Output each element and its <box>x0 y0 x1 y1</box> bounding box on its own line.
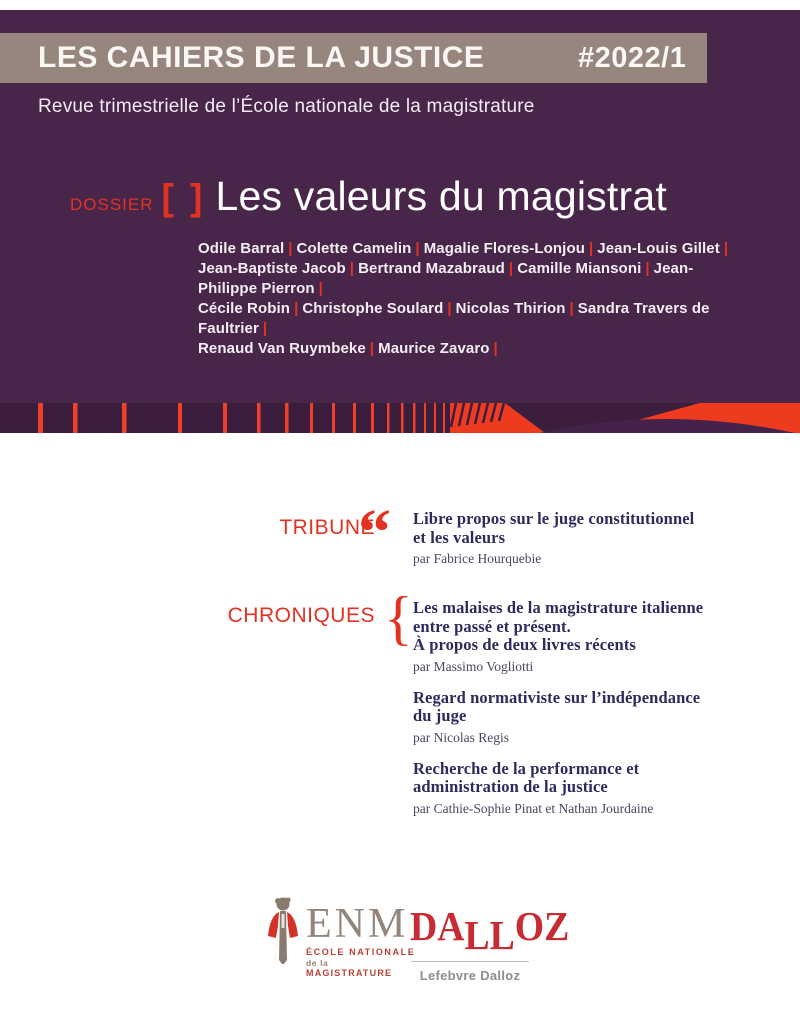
enm-line2-main: MAGISTRATURE <box>306 968 393 978</box>
article-title-line: et les valeurs <box>413 527 506 547</box>
article-title <box>413 760 713 797</box>
article-entry <box>413 599 713 674</box>
author-line <box>198 299 738 339</box>
article-entry <box>413 689 713 745</box>
dalloz-da: DA <box>410 903 465 949</box>
article-author: par Cathie-Sophie Pinat et Nathan Jourdaine <box>413 800 654 816</box>
dalloz-logo <box>410 903 570 958</box>
author-line <box>198 259 738 299</box>
article-title-line: du juge <box>413 706 467 725</box>
tribune-articles <box>413 510 713 581</box>
author-name: Renaud Van Ruymbeke <box>198 340 366 357</box>
author-name: Cécile Robin <box>198 300 291 317</box>
article-title <box>413 689 713 726</box>
author-name: Colette Camelin <box>296 240 412 257</box>
author-name: Camille Miansoni <box>517 260 642 277</box>
section-label-tribune: TRIBUNE <box>279 516 375 539</box>
chroniques-articles <box>413 599 713 831</box>
article-title-line: entre passé et présent. <box>413 616 571 636</box>
article-title-line: Les malaises de la magistrature italienne <box>413 598 704 617</box>
enm-school-line1: ÉCOLE NATIONALE <box>306 947 416 957</box>
issue-number: #2022/1 <box>578 42 687 74</box>
author-separator: | <box>288 240 293 257</box>
author-name: Maurice Zavaro <box>378 340 490 357</box>
article-title-line: administration de la justice <box>413 777 608 796</box>
author-separator: | <box>349 260 355 277</box>
author-name: Jean-Philippe Pierron <box>198 260 694 297</box>
quote-icon: “ <box>358 496 387 569</box>
enm-acronym: ENM <box>306 901 409 947</box>
author-name: Nicolas Thirion <box>455 300 566 317</box>
section-label-chroniques: CHRONIQUES <box>227 604 375 627</box>
author-name: Christophe Soulard <box>302 300 444 317</box>
dalloz-divider <box>411 961 529 962</box>
author-name: Sandra Travers de Faultrier <box>198 300 710 337</box>
author-line <box>198 339 738 359</box>
enm-logo <box>306 902 416 978</box>
dossier-title: Les valeurs du magistrat <box>215 173 667 219</box>
author-name: Odile Barral <box>198 240 285 257</box>
author-list <box>198 239 738 359</box>
author-separator: | <box>493 340 498 357</box>
author-name: Bertrand Mazabraud <box>358 260 505 277</box>
author-separator: | <box>723 240 729 257</box>
article-title <box>413 510 713 547</box>
article-title-line: Libre propos sur le juge constitutionnel <box>413 509 695 528</box>
brackets-icon: [ ] <box>161 177 206 218</box>
author-separator: | <box>415 240 420 257</box>
article-author: par Nicolas Regis <box>413 729 509 745</box>
article-entry <box>413 760 713 816</box>
article-title-line: À propos de deux livres récents <box>413 635 636 654</box>
dalloz-tagline: Lefebvre Dalloz <box>419 968 521 983</box>
dossier-label: DOSSIER <box>70 195 154 214</box>
dalloz-ll: LL <box>464 912 515 958</box>
masthead-band <box>0 33 707 83</box>
article-title <box>413 599 713 655</box>
author-separator: | <box>447 300 452 317</box>
brace-icon: { <box>384 585 413 651</box>
article-title-line: Recherche de la performance et <box>413 758 640 778</box>
article-title-line: Regard normativiste sur l’indépendance <box>413 687 701 707</box>
author-separator: | <box>369 340 375 357</box>
article-author: par Massimo Vogliotti <box>413 658 534 674</box>
dalloz-oz: OZ <box>514 903 570 949</box>
enm-line2-prefix: de la <box>306 958 329 968</box>
magazine-subtitle: Revue trimestrielle de l’École nationale de la magistrature <box>38 96 535 117</box>
enm-figure-icon <box>264 896 302 968</box>
author-separator: | <box>294 300 299 317</box>
cover-header <box>0 10 800 433</box>
decorative-strip <box>0 403 800 433</box>
article-author: par Fabrice Hourquebie <box>413 551 542 566</box>
author-separator: | <box>262 320 268 337</box>
author-separator: | <box>588 240 594 257</box>
author-separator: | <box>645 260 650 277</box>
author-name: Jean-Baptiste Jacob <box>198 260 346 277</box>
magazine-title: LES CAHIERS DE LA JUSTICE <box>38 41 485 74</box>
author-name: Jean-Louis Gillet <box>597 240 720 257</box>
author-line <box>198 239 738 259</box>
dossier-row <box>70 173 667 220</box>
author-separator: | <box>508 260 514 277</box>
author-separator: | <box>318 280 323 297</box>
author-separator: | <box>569 300 574 317</box>
author-name: Magalie Flores-Lonjou <box>423 240 585 257</box>
article-entry <box>413 510 713 566</box>
